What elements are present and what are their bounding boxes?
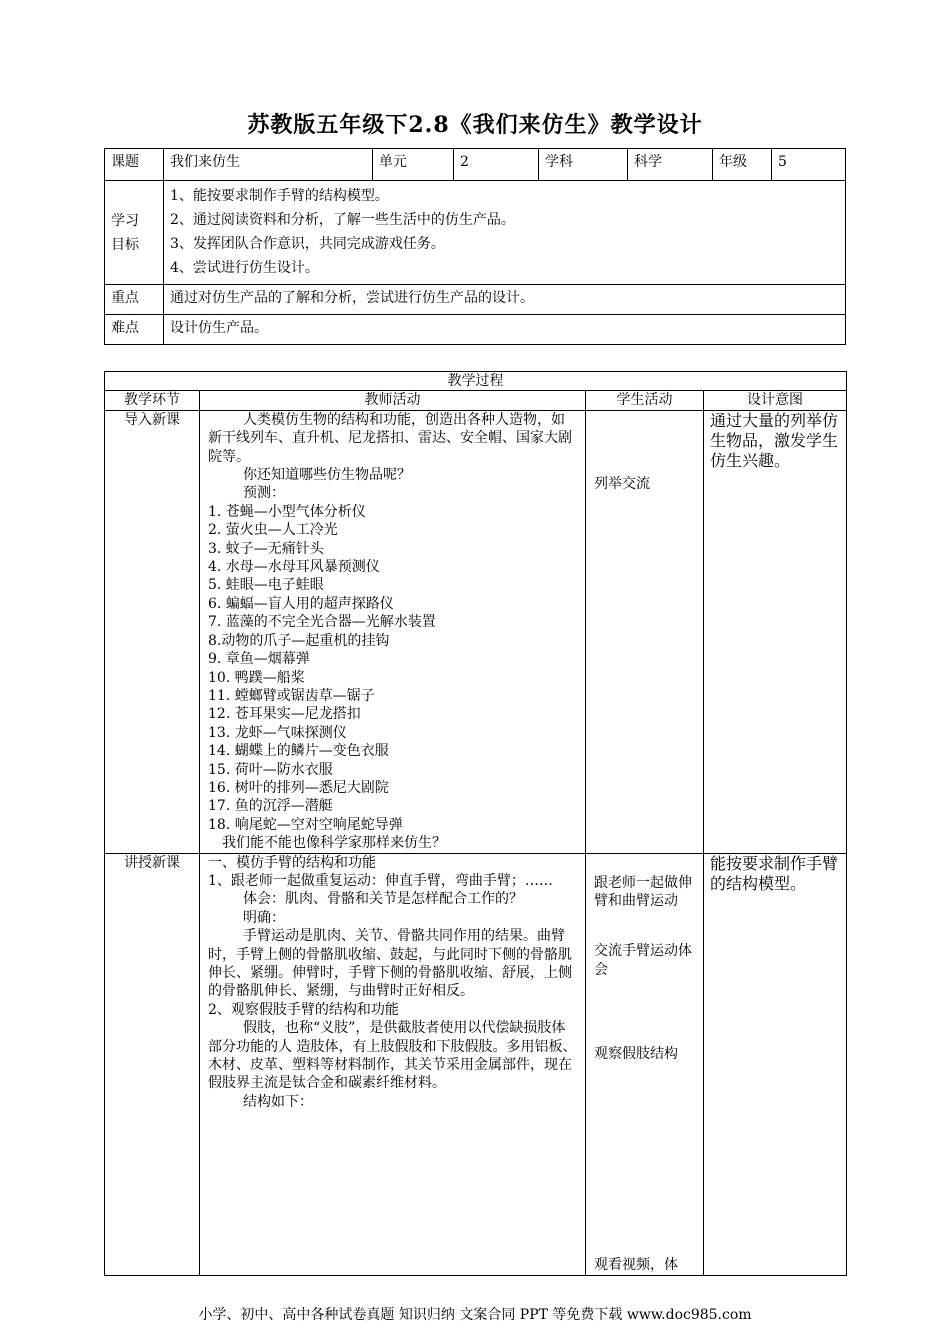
- difficulty-value: 设计仿生产品。: [164, 315, 846, 345]
- intro-para: 人类模仿生物的结构和功能，创造出各种人造物，如新干线列车、直升机、尼龙搭扣、雷达、安全帽、国家大剧院等。: [208, 411, 572, 465]
- lecture-heading-1: 一、模仿手臂的结构和功能: [208, 854, 376, 871]
- example-item: 13. 龙虾—气味探测仪: [208, 724, 347, 741]
- example-item: 14. 蝴蝶上的鳞片—变色衣服: [208, 743, 389, 760]
- col-header-intent: 设计意图: [704, 391, 847, 410]
- example-item: 8.动物的爪子—起重机的挂钩: [208, 632, 390, 649]
- example-item: 5. 蛙眼—电子蛙眼: [208, 577, 324, 594]
- lecture-student-3: 观察假肢结构: [594, 1046, 678, 1063]
- subject-value: 科学: [628, 149, 713, 181]
- grade-label: 年级: [713, 149, 772, 181]
- unit-label: 单元: [373, 149, 454, 181]
- intro-predict: 预测：: [243, 485, 285, 502]
- lecture-student-1: 跟老师一起做伸臂和曲臂运动: [594, 874, 692, 909]
- subject-label: 学科: [539, 149, 628, 181]
- lecture-teacher: [200, 853, 586, 1275]
- focus-value: 通过对仿生产品的了解和分析，尝试进行仿生产品的设计。: [164, 285, 846, 315]
- lecture-para: 假肢，也称“义肢”，是供截肢者使用以代偿缺损肢体部分功能的人 造肢体，有上肢假肢和下肢假肢。多用铝板、木材、皮革、塑料等材料制作，其关节采用金属部件，现在假肢界主流是钛合金和碳素纤维材料。: [208, 1020, 577, 1092]
- example-item: 18. 响尾蛇—空对空响尾蛇导弹: [208, 816, 403, 833]
- process-table: [104, 371, 847, 1276]
- example-item: 9. 章鱼—烟幕弹: [208, 651, 310, 668]
- example-item: 10. 鸭蹼—船桨: [208, 669, 305, 686]
- goal-item: 4、尝试进行仿生设计。: [170, 260, 319, 276]
- lecture-para: 1、跟老师一起做重复运动：伸直手臂，弯曲手臂；……: [208, 872, 553, 889]
- lecture-para: 明确：: [243, 909, 285, 926]
- focus-label: 重点: [105, 285, 164, 315]
- example-item: 11. 螳螂臂或锯齿草—锯子: [208, 687, 375, 704]
- example-item: 6. 蝙蝠—盲人用的超声探路仪: [208, 595, 394, 612]
- lecture-para: 体会：肌肉、骨骼和关节是怎样配合工作的？: [243, 891, 523, 908]
- intro-stage: 导入新课: [105, 410, 200, 853]
- intro-end: 我们能不能也像科学家那样来仿生？: [222, 835, 446, 852]
- lecture-student-4: 观看视频，体: [594, 1256, 678, 1273]
- intro-teacher: [200, 410, 586, 853]
- example-item: 17. 鱼的沉浮—潜艇: [208, 798, 333, 815]
- difficulty-label: 难点: [105, 315, 164, 345]
- example-item: 2. 萤火虫—人工冷光: [208, 522, 338, 539]
- col-header-student: 学生活动: [586, 391, 704, 410]
- intro-intent: 通过大量的列举仿生物品，激发学生仿生兴趣。: [704, 410, 847, 853]
- intro-question: 你还知道哪些仿生物品呢？: [243, 467, 411, 484]
- lecture-stage: 讲授新课: [105, 853, 200, 1275]
- lecture-student-2: 交流手臂运动体会: [594, 943, 692, 978]
- col-header-stage: 教学环节: [105, 391, 200, 410]
- goal-item: 3、发挥团队合作意识，共同完成游戏任务。: [170, 236, 445, 252]
- lecture-intent: 能按要求制作手臂的结构模型。: [704, 853, 847, 1275]
- example-item: 12. 苍耳果实—尼龙搭扣: [208, 706, 361, 723]
- intro-student-text: 列举交流: [594, 475, 650, 492]
- page-title: 苏教版五年级下2.8《我们来仿生》教学设计: [247, 112, 703, 138]
- example-item: 1. 苍蝇—小型气体分析仪: [208, 503, 366, 520]
- intro-student: [586, 410, 704, 853]
- lecture-para: 手臂运动是肌肉、关节、骨骼共同作用的结果。曲臂时，手臂上侧的骨骼肌收缩、鼓起，与此同时下侧的骨骼肌伸长、紧绷。伸臂时，手臂下侧的骨骼肌收缩、舒展，上侧的骨骼肌伸长、紧绷，与曲臂时正好相反。: [208, 928, 572, 1000]
- col-header-teacher: 教师活动: [200, 391, 586, 410]
- example-item: 16. 树叶的排列—悉尼大剧院: [208, 779, 389, 796]
- lecture-para: 结构如下：: [243, 1093, 313, 1110]
- example-item: 15. 荷叶—防水衣服: [208, 761, 333, 778]
- grade-value: 5: [772, 149, 846, 181]
- example-item: 7. 蓝藻的不完全光合器—光解水装置: [208, 614, 436, 631]
- footer-text: 小学、初中、高中各种试卷真题 知识归纳 文案合同 PPT 等免费下载 www.doc985.com: [198, 1307, 752, 1323]
- course-label: 课题: [105, 149, 164, 181]
- lecture-student: [586, 853, 704, 1275]
- info-table: [104, 148, 846, 345]
- example-item: 3. 蚊子—无痛针头: [208, 540, 324, 557]
- goal-item: 2、通过阅读资料和分析，了解一些生活中的仿生产品。: [170, 212, 515, 228]
- unit-value: 2: [454, 149, 539, 181]
- process-header: 教学过程: [105, 372, 847, 391]
- goal-item: 1、能按要求制作手臂的结构模型。: [170, 188, 389, 204]
- example-item: 4. 水母—水母耳风暴预测仪: [208, 559, 380, 576]
- lecture-heading-2: 2、观察假肢手臂的结构和功能: [208, 1001, 399, 1018]
- course-value: 我们来仿生: [164, 149, 373, 181]
- goals-label: 学习 目标: [105, 181, 164, 285]
- goals-list: [164, 181, 846, 285]
